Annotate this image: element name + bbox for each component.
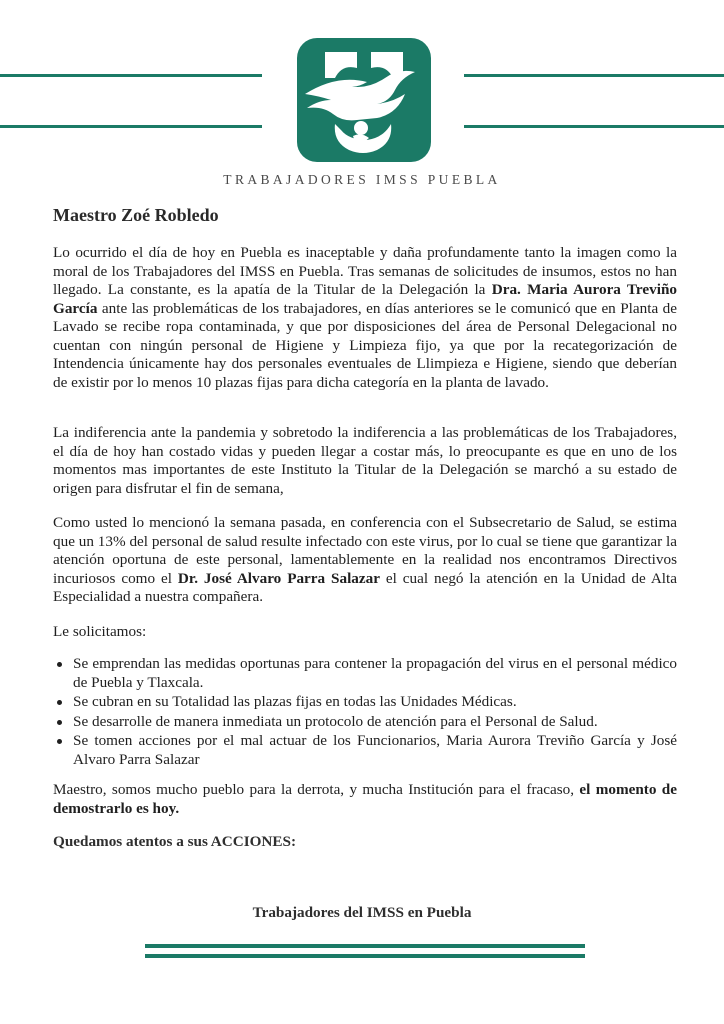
list-item: Se tomen acciones por el mal actuar de los Funcionarios, Maria Aurora Treviño García y José Alvaro Parra Salazar [53,732,677,769]
footer-rule-top [145,944,585,948]
paragraph-3-text-a: Como usted lo mencionó la semana pasada, en conferencia con el Subsecretario de Salud, se estima que un 13% del personal de salud resulte infectado con este virus, por lo cual se tiene que garantizar la atención oportuna de este personal, lamentablemente en la realidad nos encontramos Directivos incuriosos como el [53,514,677,587]
header-rule-right-top [464,74,724,77]
paragraph-1-text-a: Lo ocurrido el día de hoy en Puebla es inaceptable y daña profundamente tanto la imagen como la moral de los Trabajadores del IMSS en Puebla. Tras semanas de solicitudes de insumos, estos no han llegado. La constante, es la apatía de la Titular de la Delegación la [53,244,677,298]
paragraph-4-bold: el momento de demostrarlo es hoy. [53,781,677,817]
organization-name: TRABAJADORES IMSS PUEBLA [223,172,501,187]
paragraph-4 [53,781,677,818]
paragraph-2: La indiferencia ante la pandemia y sobretodo la indiferencia a las problemáticas de los Trabajadores, el día de hoy han costado vidas y pueden llegar a costar más, lo preocupante es que en uno de los momentos mas importantes de este Instituto la Titular de la Delegación se marchó a su estado de origen para disfrutar el fin de semana, [53,424,677,497]
paragraph-4-text-a: Maestro, somos mucho pueblo para la derrota, y mucha Institución para el fracaso, [53,781,580,798]
request-intro: Le solicitamos: [53,623,147,640]
paragraph-3-text-c: el cual negó la atención en la Unidad de Alta Especialidad a nuestra compañera. [53,569,677,605]
paragraph-1-name-bold: Dra. Maria Aurora Treviño García [53,281,677,317]
header-rule-left-bottom [0,125,262,128]
imss-eagle-logo-icon [297,38,431,162]
signature: Trabajadores del IMSS en Puebla [252,904,472,921]
letter-recipient: Maestro Zoé Robledo [53,205,219,225]
paragraph-1-text-c: ante las problemáticas de los trabajadores, en días anteriores se le comunicó que en Planta de Lavado se recibe ropa contaminada, y que por disposiciones del área de Personal Delegacional no cuentan con ningún personal de Higiene y Limpieza fijo, ya que por la recategorización de Intendencia únicamente hay dos personales eventuales de Llimpieza e Higiene, siendo que deberían de existir por lo menos 10 plazas fijas para dicha categoría en la planta de lavado. [53,299,677,391]
footer-rule-bottom [145,954,585,958]
header-rule-left-top [0,74,262,77]
paragraph-3-name-bold: Dr. José Alvaro Parra Salazar [177,569,380,587]
list-item: Se desarrolle de manera inmediata un protocolo de atención para el Personal de Salud. [53,713,677,732]
paragraph-1 [53,244,677,392]
list-item: Se cubran en su Totalidad las plazas fijas en todas las Unidades Médicas. [53,693,677,712]
header-rule-right-bottom [464,125,724,128]
closing-line: Quedamos atentos a sus ACCIONES: [53,833,297,850]
paragraph-3 [53,514,677,607]
list-item: Se emprendan las medidas oportunas para contener la propagación del virus en el personal médico de Puebla y Tlaxcala. [53,655,677,692]
request-list [53,655,677,770]
